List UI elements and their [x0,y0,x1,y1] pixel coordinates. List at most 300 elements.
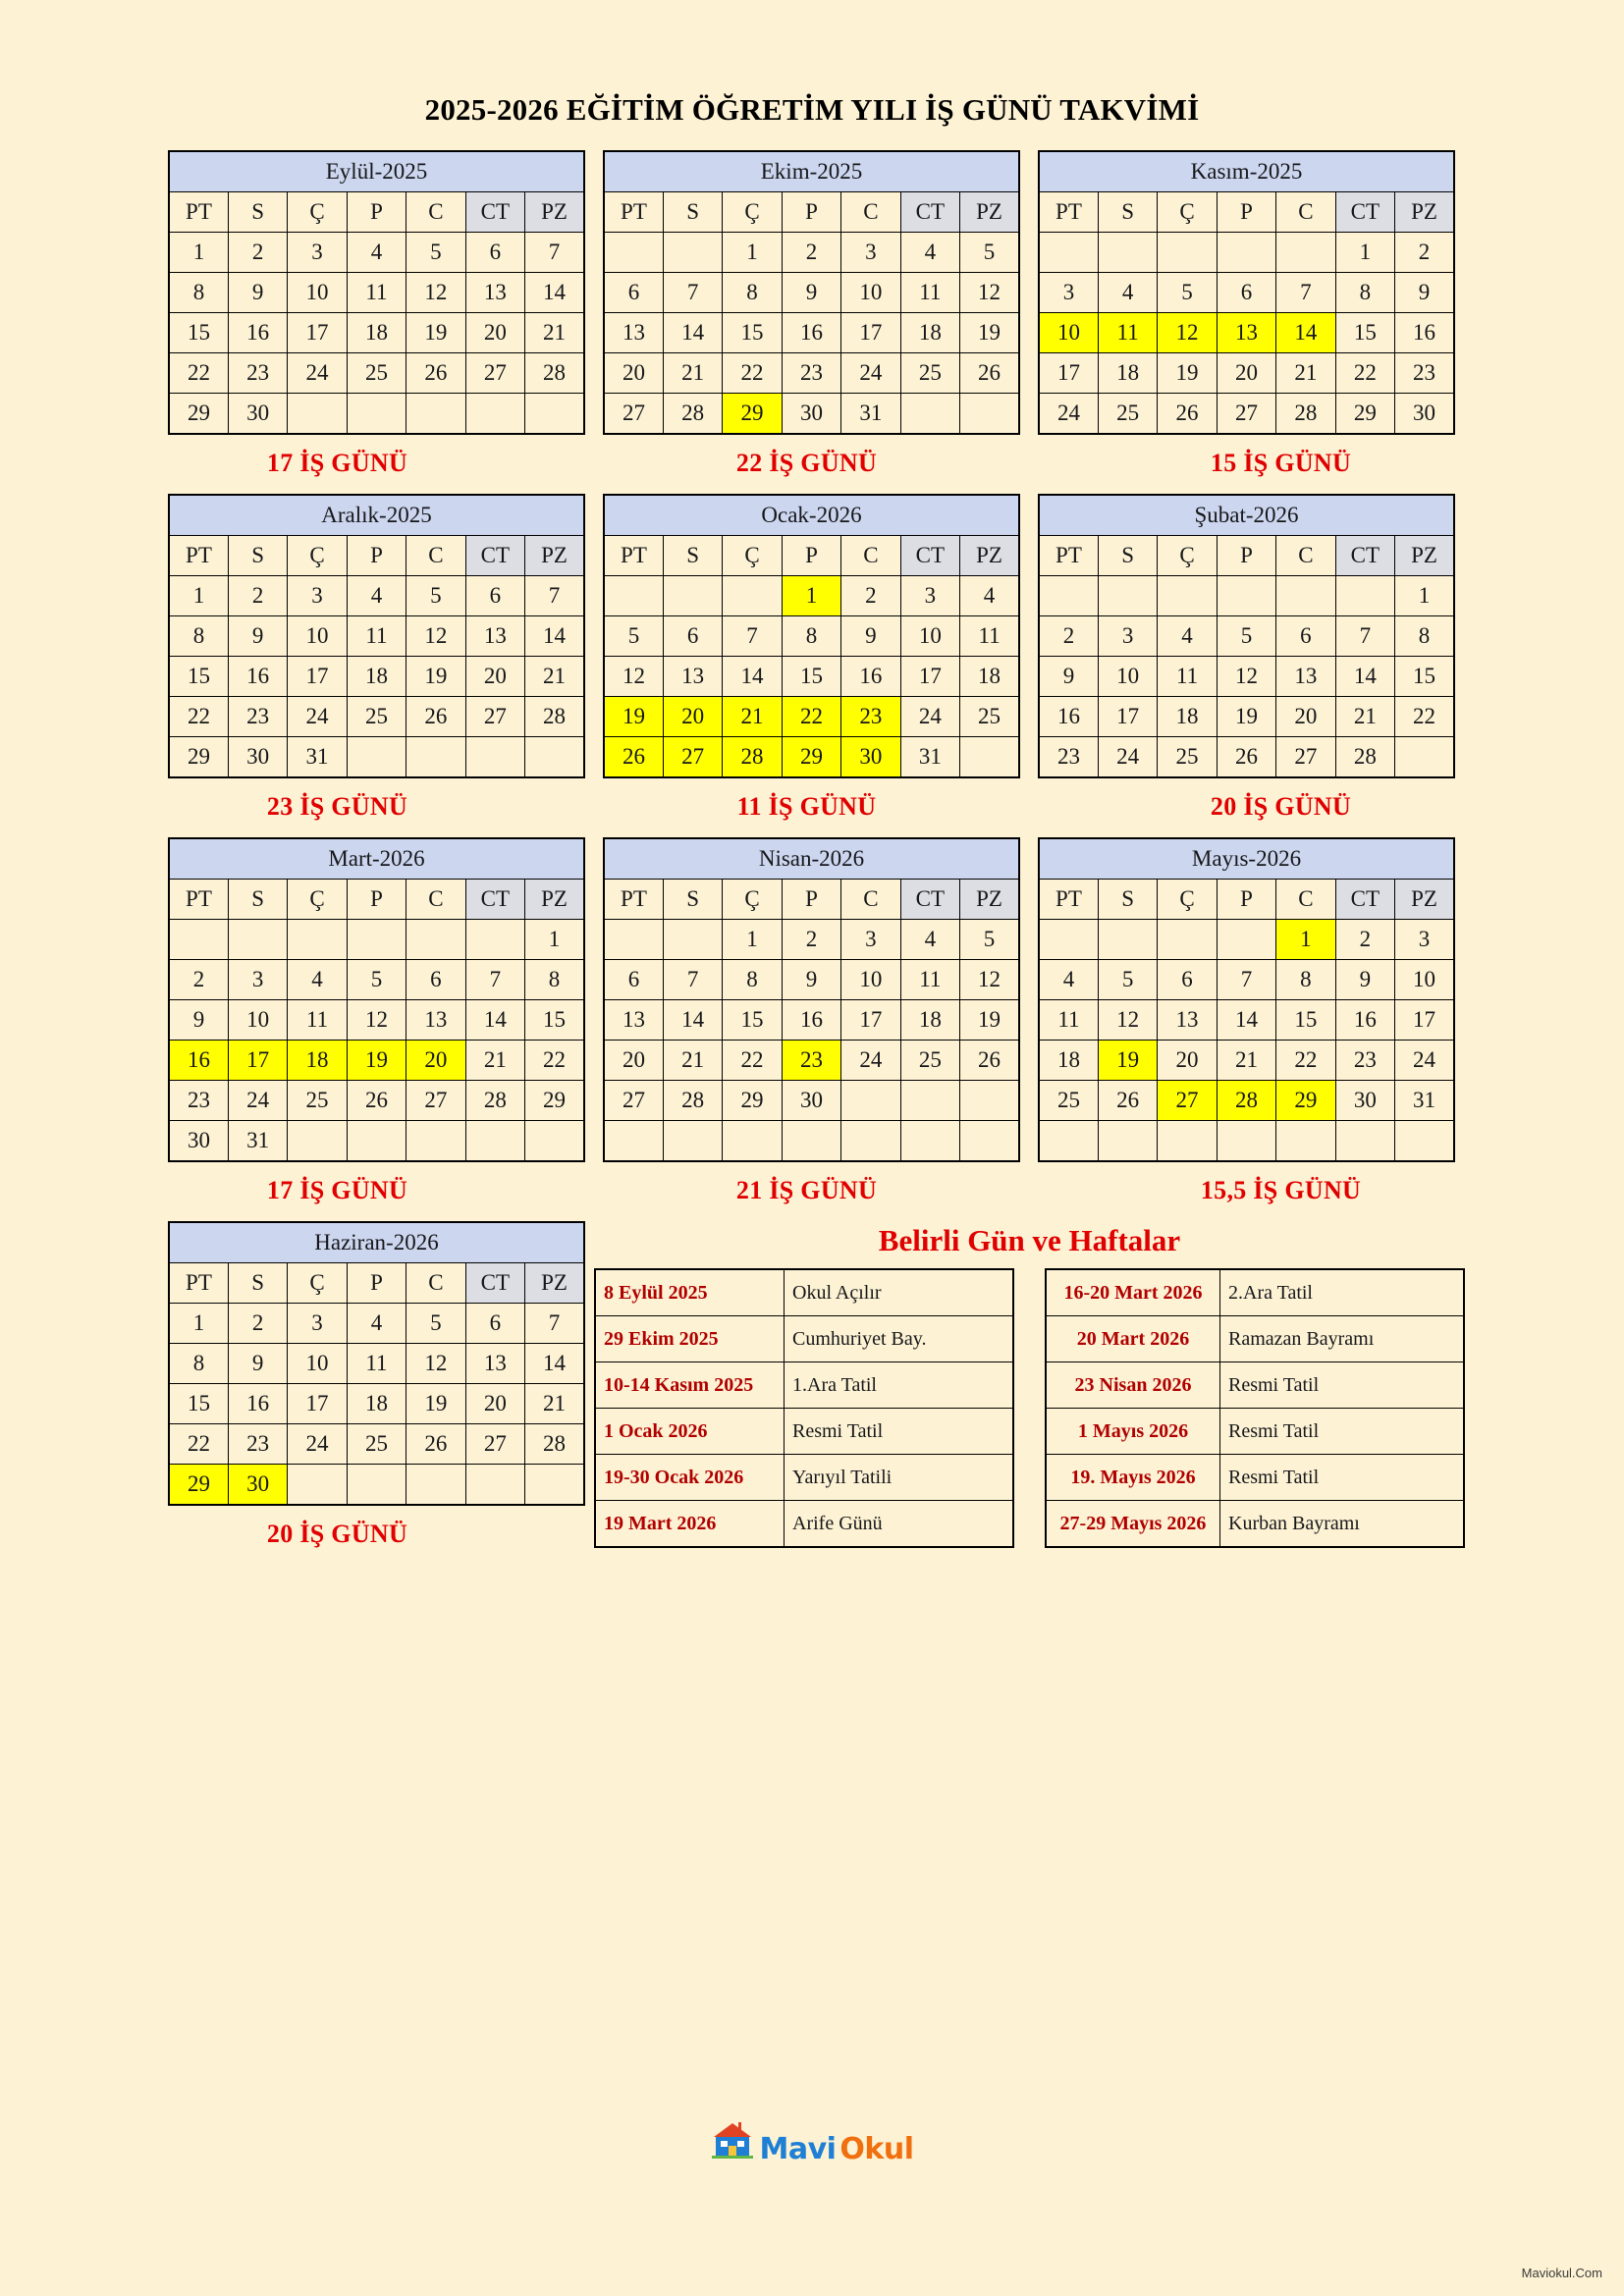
day-cell[interactable]: 4 [900,233,959,273]
day-cell[interactable]: 31 [900,737,959,778]
day-cell[interactable]: 10 [900,616,959,657]
day-cell[interactable]: 21 [663,353,722,394]
day-cell[interactable]: 12 [406,1344,465,1384]
day-cell[interactable]: 28 [723,737,782,778]
day-cell[interactable]: 27 [604,394,663,435]
day-cell[interactable]: 30 [782,394,840,435]
day-cell[interactable]: 29 [169,1465,228,1506]
day-cell[interactable]: 2 [782,920,840,960]
day-cell[interactable]: 23 [169,1081,228,1121]
day-cell[interactable]: 3 [288,1304,347,1344]
day-cell[interactable]: 18 [900,313,959,353]
day-cell[interactable]: 4 [960,576,1019,616]
day-cell[interactable]: 14 [723,657,782,697]
day-cell[interactable]: 21 [663,1041,722,1081]
day-cell[interactable]: 8 [723,273,782,313]
day-cell[interactable]: 17 [1395,1000,1454,1041]
day-cell[interactable]: 24 [900,697,959,737]
day-cell[interactable]: 20 [1276,697,1335,737]
day-cell[interactable]: 10 [288,1344,347,1384]
day-cell[interactable]: 14 [525,1344,584,1384]
day-cell[interactable]: 18 [960,657,1019,697]
day-cell[interactable]: 29 [169,737,228,778]
day-cell[interactable]: 25 [347,1424,406,1465]
day-cell[interactable]: 28 [525,697,584,737]
day-cell[interactable]: 28 [1276,394,1335,435]
day-cell[interactable]: 15 [723,313,782,353]
day-cell[interactable]: 28 [1335,737,1394,778]
day-cell[interactable]: 19 [406,1384,465,1424]
day-cell[interactable]: 13 [1217,313,1275,353]
day-cell[interactable]: 2 [841,576,900,616]
day-cell[interactable]: 19 [1098,1041,1157,1081]
day-cell[interactable]: 31 [1395,1081,1454,1121]
day-cell[interactable]: 5 [406,233,465,273]
day-cell[interactable]: 27 [604,1081,663,1121]
day-cell[interactable]: 17 [1039,353,1098,394]
day-cell[interactable]: 12 [960,273,1019,313]
day-cell[interactable]: 9 [228,616,287,657]
day-cell[interactable]: 20 [1158,1041,1217,1081]
day-cell[interactable]: 11 [347,1344,406,1384]
day-cell[interactable]: 15 [1395,657,1454,697]
day-cell[interactable]: 5 [1098,960,1157,1000]
day-cell[interactable]: 12 [1098,1000,1157,1041]
day-cell[interactable]: 11 [900,273,959,313]
day-cell[interactable]: 20 [604,353,663,394]
day-cell[interactable]: 29 [723,394,782,435]
day-cell[interactable]: 25 [288,1081,347,1121]
day-cell[interactable]: 30 [169,1121,228,1162]
day-cell[interactable]: 3 [288,233,347,273]
day-cell[interactable]: 10 [841,273,900,313]
day-cell[interactable]: 22 [169,353,228,394]
day-cell[interactable]: 9 [782,273,840,313]
day-cell[interactable]: 14 [525,616,584,657]
day-cell[interactable]: 22 [169,1424,228,1465]
day-cell[interactable]: 7 [525,1304,584,1344]
day-cell[interactable]: 23 [841,697,900,737]
day-cell[interactable]: 4 [1158,616,1217,657]
day-cell[interactable]: 14 [1217,1000,1275,1041]
day-cell[interactable]: 20 [406,1041,465,1081]
day-cell[interactable]: 23 [1395,353,1454,394]
day-cell[interactable]: 16 [1335,1000,1394,1041]
day-cell[interactable]: 1 [169,1304,228,1344]
day-cell[interactable]: 3 [288,576,347,616]
day-cell[interactable]: 28 [663,394,722,435]
day-cell[interactable]: 28 [465,1081,524,1121]
day-cell[interactable]: 30 [1335,1081,1394,1121]
day-cell[interactable]: 7 [525,233,584,273]
day-cell[interactable]: 6 [604,960,663,1000]
day-cell[interactable]: 22 [723,353,782,394]
day-cell[interactable]: 24 [288,353,347,394]
day-cell[interactable]: 9 [1335,960,1394,1000]
day-cell[interactable]: 11 [1039,1000,1098,1041]
day-cell[interactable]: 9 [1039,657,1098,697]
day-cell[interactable]: 12 [347,1000,406,1041]
day-cell[interactable]: 13 [663,657,722,697]
day-cell[interactable]: 5 [347,960,406,1000]
day-cell[interactable]: 17 [1098,697,1157,737]
day-cell[interactable]: 28 [525,1424,584,1465]
day-cell[interactable]: 9 [169,1000,228,1041]
day-cell[interactable]: 25 [900,1041,959,1081]
day-cell[interactable]: 24 [1098,737,1157,778]
day-cell[interactable]: 7 [663,960,722,1000]
day-cell[interactable]: 7 [525,576,584,616]
day-cell[interactable]: 21 [1217,1041,1275,1081]
day-cell[interactable]: 21 [465,1041,524,1081]
day-cell[interactable]: 22 [1335,353,1394,394]
day-cell[interactable]: 20 [465,1384,524,1424]
day-cell[interactable]: 23 [1039,737,1098,778]
day-cell[interactable]: 18 [1098,353,1157,394]
day-cell[interactable]: 10 [288,273,347,313]
day-cell[interactable]: 3 [841,920,900,960]
day-cell[interactable]: 10 [841,960,900,1000]
day-cell[interactable]: 25 [960,697,1019,737]
day-cell[interactable]: 14 [465,1000,524,1041]
day-cell[interactable]: 9 [841,616,900,657]
day-cell[interactable]: 11 [347,616,406,657]
day-cell[interactable]: 19 [406,313,465,353]
day-cell[interactable]: 19 [960,1000,1019,1041]
day-cell[interactable]: 15 [525,1000,584,1041]
day-cell[interactable]: 22 [782,697,840,737]
day-cell[interactable]: 6 [1217,273,1275,313]
day-cell[interactable]: 7 [723,616,782,657]
day-cell[interactable]: 18 [288,1041,347,1081]
day-cell[interactable]: 5 [1158,273,1217,313]
day-cell[interactable]: 2 [228,1304,287,1344]
day-cell[interactable]: 5 [406,576,465,616]
day-cell[interactable]: 16 [1039,697,1098,737]
day-cell[interactable]: 20 [604,1041,663,1081]
day-cell[interactable]: 22 [169,697,228,737]
day-cell[interactable]: 5 [1217,616,1275,657]
day-cell[interactable]: 13 [604,1000,663,1041]
day-cell[interactable]: 3 [841,233,900,273]
day-cell[interactable]: 26 [1217,737,1275,778]
day-cell[interactable]: 27 [1276,737,1335,778]
day-cell[interactable]: 8 [169,1344,228,1384]
day-cell[interactable]: 24 [228,1081,287,1121]
day-cell[interactable]: 30 [228,394,287,435]
day-cell[interactable]: 16 [169,1041,228,1081]
day-cell[interactable]: 26 [1158,394,1217,435]
day-cell[interactable]: 30 [782,1081,840,1121]
day-cell[interactable]: 4 [1039,960,1098,1000]
day-cell[interactable]: 8 [1335,273,1394,313]
day-cell[interactable]: 5 [960,233,1019,273]
day-cell[interactable]: 28 [663,1081,722,1121]
day-cell[interactable]: 17 [841,1000,900,1041]
day-cell[interactable]: 19 [347,1041,406,1081]
day-cell[interactable]: 4 [1098,273,1157,313]
day-cell[interactable]: 4 [900,920,959,960]
day-cell[interactable]: 23 [782,1041,840,1081]
day-cell[interactable]: 26 [347,1081,406,1121]
day-cell[interactable]: 15 [169,657,228,697]
day-cell[interactable]: 12 [1158,313,1217,353]
day-cell[interactable]: 18 [1039,1041,1098,1081]
day-cell[interactable]: 9 [228,1344,287,1384]
day-cell[interactable]: 3 [1098,616,1157,657]
day-cell[interactable]: 7 [663,273,722,313]
day-cell[interactable]: 11 [900,960,959,1000]
day-cell[interactable]: 26 [406,353,465,394]
day-cell[interactable]: 22 [1276,1041,1335,1081]
day-cell[interactable]: 2 [1395,233,1454,273]
day-cell[interactable]: 25 [1039,1081,1098,1121]
day-cell[interactable]: 2 [228,233,287,273]
day-cell[interactable]: 3 [1039,273,1098,313]
day-cell[interactable]: 19 [960,313,1019,353]
day-cell[interactable]: 7 [1335,616,1394,657]
day-cell[interactable]: 30 [228,1465,287,1506]
day-cell[interactable]: 15 [169,1384,228,1424]
day-cell[interactable]: 8 [1276,960,1335,1000]
day-cell[interactable]: 21 [525,657,584,697]
day-cell[interactable]: 20 [465,313,524,353]
day-cell[interactable]: 24 [1039,394,1098,435]
day-cell[interactable]: 11 [288,1000,347,1041]
day-cell[interactable]: 31 [228,1121,287,1162]
day-cell[interactable]: 13 [1158,1000,1217,1041]
day-cell[interactable]: 14 [663,1000,722,1041]
day-cell[interactable]: 4 [347,233,406,273]
day-cell[interactable]: 1 [525,920,584,960]
day-cell[interactable]: 15 [169,313,228,353]
day-cell[interactable]: 15 [723,1000,782,1041]
day-cell[interactable]: 29 [1335,394,1394,435]
day-cell[interactable]: 4 [288,960,347,1000]
day-cell[interactable]: 18 [347,657,406,697]
day-cell[interactable]: 24 [288,1424,347,1465]
day-cell[interactable]: 1 [1276,920,1335,960]
day-cell[interactable]: 23 [782,353,840,394]
day-cell[interactable]: 7 [465,960,524,1000]
day-cell[interactable]: 2 [1335,920,1394,960]
day-cell[interactable]: 21 [1276,353,1335,394]
day-cell[interactable]: 13 [604,313,663,353]
day-cell[interactable]: 14 [1276,313,1335,353]
day-cell[interactable]: 14 [1335,657,1394,697]
day-cell[interactable]: 25 [1158,737,1217,778]
day-cell[interactable]: 29 [1276,1081,1335,1121]
day-cell[interactable]: 1 [1335,233,1394,273]
day-cell[interactable]: 10 [1098,657,1157,697]
day-cell[interactable]: 19 [1217,697,1275,737]
day-cell[interactable]: 2 [782,233,840,273]
day-cell[interactable]: 6 [1276,616,1335,657]
day-cell[interactable]: 13 [465,1344,524,1384]
day-cell[interactable]: 27 [465,1424,524,1465]
day-cell[interactable]: 17 [288,1384,347,1424]
day-cell[interactable]: 10 [1039,313,1098,353]
day-cell[interactable]: 6 [465,233,524,273]
day-cell[interactable]: 1 [723,920,782,960]
day-cell[interactable]: 22 [1395,697,1454,737]
day-cell[interactable]: 27 [465,697,524,737]
day-cell[interactable]: 26 [960,353,1019,394]
day-cell[interactable]: 8 [1395,616,1454,657]
day-cell[interactable]: 27 [406,1081,465,1121]
day-cell[interactable]: 14 [525,273,584,313]
day-cell[interactable]: 21 [525,1384,584,1424]
day-cell[interactable]: 1 [169,233,228,273]
day-cell[interactable]: 6 [465,1304,524,1344]
day-cell[interactable]: 12 [1217,657,1275,697]
day-cell[interactable]: 16 [228,657,287,697]
day-cell[interactable]: 8 [169,616,228,657]
day-cell[interactable]: 20 [465,657,524,697]
day-cell[interactable]: 18 [347,313,406,353]
day-cell[interactable]: 13 [465,616,524,657]
day-cell[interactable]: 24 [841,353,900,394]
day-cell[interactable]: 17 [841,313,900,353]
day-cell[interactable]: 16 [782,313,840,353]
day-cell[interactable]: 19 [406,657,465,697]
day-cell[interactable]: 29 [723,1081,782,1121]
day-cell[interactable]: 24 [841,1041,900,1081]
day-cell[interactable]: 22 [723,1041,782,1081]
day-cell[interactable]: 16 [228,313,287,353]
day-cell[interactable]: 22 [525,1041,584,1081]
day-cell[interactable]: 8 [525,960,584,1000]
day-cell[interactable]: 30 [841,737,900,778]
day-cell[interactable]: 1 [1395,576,1454,616]
day-cell[interactable]: 25 [347,353,406,394]
day-cell[interactable]: 23 [228,353,287,394]
day-cell[interactable]: 9 [782,960,840,1000]
day-cell[interactable]: 24 [1395,1041,1454,1081]
day-cell[interactable]: 9 [228,273,287,313]
day-cell[interactable]: 14 [663,313,722,353]
day-cell[interactable]: 8 [169,273,228,313]
day-cell[interactable]: 16 [1395,313,1454,353]
day-cell[interactable]: 30 [228,737,287,778]
day-cell[interactable]: 26 [604,737,663,778]
day-cell[interactable]: 31 [841,394,900,435]
day-cell[interactable]: 2 [1039,616,1098,657]
day-cell[interactable]: 5 [604,616,663,657]
day-cell[interactable]: 12 [406,616,465,657]
day-cell[interactable]: 11 [347,273,406,313]
day-cell[interactable]: 23 [228,697,287,737]
day-cell[interactable]: 13 [406,1000,465,1041]
day-cell[interactable]: 8 [782,616,840,657]
day-cell[interactable]: 6 [663,616,722,657]
day-cell[interactable]: 16 [782,1000,840,1041]
day-cell[interactable]: 18 [347,1384,406,1424]
day-cell[interactable]: 15 [1276,1000,1335,1041]
day-cell[interactable]: 1 [723,233,782,273]
day-cell[interactable]: 12 [406,273,465,313]
day-cell[interactable]: 16 [228,1384,287,1424]
day-cell[interactable]: 13 [465,273,524,313]
day-cell[interactable]: 5 [960,920,1019,960]
day-cell[interactable]: 26 [1098,1081,1157,1121]
day-cell[interactable]: 29 [525,1081,584,1121]
day-cell[interactable]: 3 [228,960,287,1000]
day-cell[interactable]: 27 [663,737,722,778]
day-cell[interactable]: 29 [169,394,228,435]
day-cell[interactable]: 26 [960,1041,1019,1081]
day-cell[interactable]: 25 [347,697,406,737]
day-cell[interactable]: 1 [782,576,840,616]
day-cell[interactable]: 20 [663,697,722,737]
day-cell[interactable]: 9 [1395,273,1454,313]
day-cell[interactable]: 21 [723,697,782,737]
day-cell[interactable]: 25 [1098,394,1157,435]
day-cell[interactable]: 11 [960,616,1019,657]
day-cell[interactable]: 17 [288,313,347,353]
day-cell[interactable]: 27 [465,353,524,394]
day-cell[interactable]: 25 [900,353,959,394]
day-cell[interactable]: 18 [900,1000,959,1041]
day-cell[interactable]: 11 [1158,657,1217,697]
day-cell[interactable]: 19 [604,697,663,737]
day-cell[interactable]: 24 [288,697,347,737]
day-cell[interactable]: 15 [1335,313,1394,353]
day-cell[interactable]: 12 [604,657,663,697]
day-cell[interactable]: 12 [960,960,1019,1000]
day-cell[interactable]: 18 [1158,697,1217,737]
day-cell[interactable]: 7 [1217,960,1275,1000]
day-cell[interactable]: 15 [782,657,840,697]
day-cell[interactable]: 3 [900,576,959,616]
day-cell[interactable]: 31 [288,737,347,778]
day-cell[interactable]: 23 [1335,1041,1394,1081]
day-cell[interactable]: 28 [1217,1081,1275,1121]
day-cell[interactable]: 21 [525,313,584,353]
day-cell[interactable]: 1 [169,576,228,616]
day-cell[interactable]: 5 [406,1304,465,1344]
day-cell[interactable]: 10 [1395,960,1454,1000]
day-cell[interactable]: 27 [1158,1081,1217,1121]
day-cell[interactable]: 8 [723,960,782,1000]
day-cell[interactable]: 3 [1395,920,1454,960]
day-cell[interactable]: 26 [406,697,465,737]
day-cell[interactable]: 10 [288,616,347,657]
day-cell[interactable]: 6 [604,273,663,313]
day-cell[interactable]: 19 [1158,353,1217,394]
day-cell[interactable]: 28 [525,353,584,394]
day-cell[interactable]: 29 [782,737,840,778]
day-cell[interactable]: 10 [228,1000,287,1041]
day-cell[interactable]: 30 [1395,394,1454,435]
day-cell[interactable]: 2 [228,576,287,616]
day-cell[interactable]: 13 [1276,657,1335,697]
day-cell[interactable]: 6 [1158,960,1217,1000]
day-cell[interactable]: 26 [406,1424,465,1465]
day-cell[interactable]: 17 [228,1041,287,1081]
day-cell[interactable]: 6 [406,960,465,1000]
day-cell[interactable]: 20 [1217,353,1275,394]
day-cell[interactable]: 4 [347,1304,406,1344]
day-cell[interactable]: 17 [900,657,959,697]
day-cell[interactable]: 7 [1276,273,1335,313]
day-cell[interactable]: 23 [228,1424,287,1465]
day-cell[interactable]: 2 [169,960,228,1000]
day-cell[interactable]: 4 [347,576,406,616]
day-cell[interactable]: 21 [1335,697,1394,737]
day-cell[interactable]: 27 [1217,394,1275,435]
day-cell[interactable]: 6 [465,576,524,616]
